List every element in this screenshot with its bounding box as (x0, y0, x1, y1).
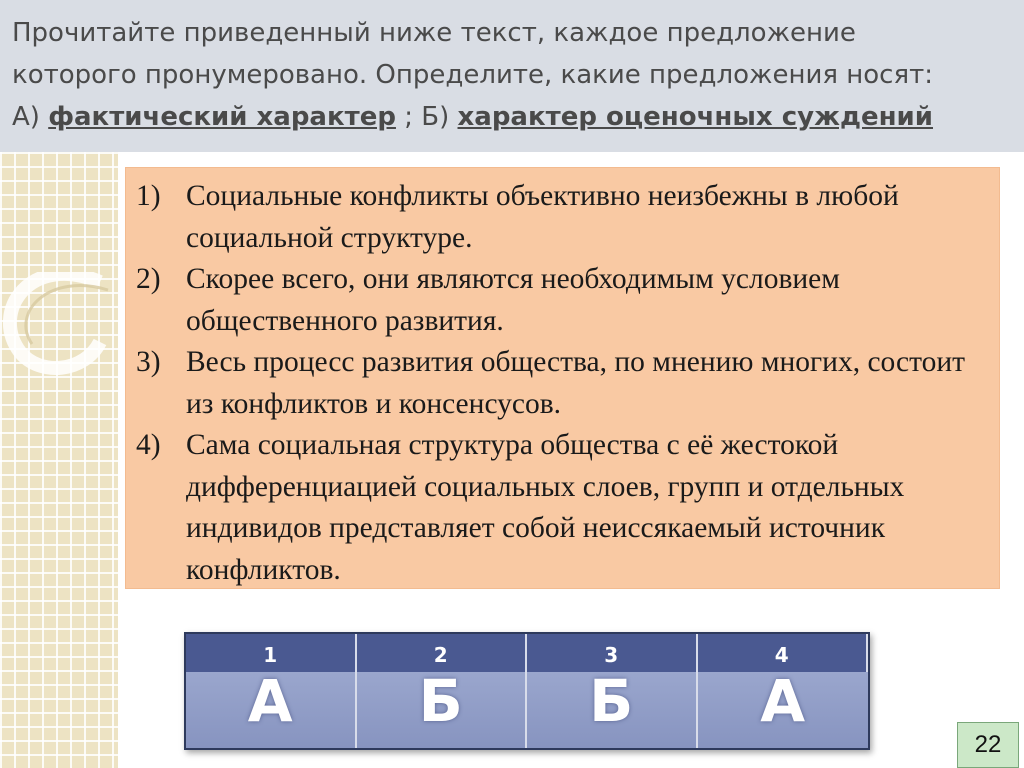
sentence-item (136, 342, 981, 425)
sentence-number: 3) (136, 346, 161, 378)
sentence-number: 4) (136, 429, 161, 461)
answer-value-2: Б (357, 672, 528, 748)
answer-header-2: 2 (357, 634, 528, 678)
instruction-line-2: которого пронумеровано. Определите, какие предложения носят: (12, 60, 934, 90)
option-separator: ; (395, 102, 422, 132)
sentence-list (126, 168, 999, 591)
header-band (0, 0, 1024, 152)
sentence-item (136, 259, 981, 342)
answer-table (184, 632, 870, 750)
task-instructions (12, 12, 1012, 138)
sentence-number: 1) (136, 180, 161, 212)
option-b-label: характер оценочных суждений (457, 102, 933, 132)
page-number-badge: 22 (957, 722, 1019, 768)
sentences-panel (126, 168, 999, 588)
sentence-text: Скорее всего, они являются необходимым условием общественного развития. (186, 263, 840, 337)
sentence-text: Социальные конфликты объективно неизбежны в любой социальной структуре. (186, 180, 899, 254)
sentence-item (136, 425, 981, 591)
option-a-prefix: А) (12, 102, 49, 132)
option-b-prefix: Б) (421, 102, 458, 132)
answer-value-4: А (698, 672, 869, 748)
decorative-grid-strip (0, 152, 118, 768)
answer-value-1: А (186, 672, 357, 748)
instruction-line-3 (12, 96, 1012, 138)
option-a-label: фактический характер (48, 102, 396, 132)
sentence-text: Сама социальная структура общества с её жестокой дифференциацией социальных слоев, групп и отдельных индивидов представляет собой неиссякаемый источник конфликтов. (186, 429, 905, 586)
answer-header-1: 1 (186, 634, 357, 678)
instruction-line-1: Прочитайте приведенный ниже текст, каждое предложение (12, 18, 856, 48)
answer-header-4: 4 (698, 634, 869, 678)
sentence-item (136, 176, 981, 259)
sentence-number: 2) (136, 263, 161, 295)
swirl-decoration-icon (0, 272, 120, 392)
answer-header-3: 3 (527, 634, 698, 678)
answer-value-3: Б (527, 672, 698, 748)
sentence-text: Весь процесс развития общества, по мнению многих, состоит из конфликтов и консенсусов. (186, 346, 966, 420)
